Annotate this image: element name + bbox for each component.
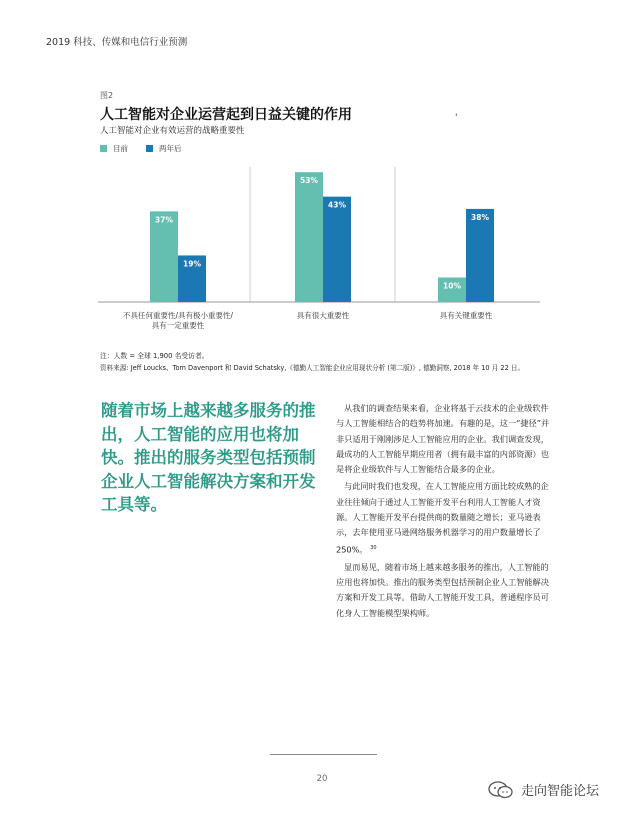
- body-paragraph-3: 显而易见，随着市场上越来越多服务的推出，人工智能的应用也将加快。推出的服务类型包括预制企业人工智能解决方案和开发工具等。借助人工智能开发工具，普通程序员可化身人工智能模型架构师。: [336, 561, 549, 618]
- watermark: [487, 780, 599, 799]
- figure-label: 图2: [100, 91, 114, 100]
- legend-swatch-current: [100, 145, 107, 152]
- header-title: 2019 科技、传媒和电信行业预测: [46, 37, 188, 48]
- legend-item-current: [100, 143, 128, 154]
- legend-swatch-two-years: [146, 145, 153, 152]
- body-paragraph-1: 从我们的调查结果来看，企业将基于云技术的企业级软件与人工智能相结合的趋势将加速。有趣的是，这一“捷径”并非只适用于刚刚涉足人工智能应用的企业。我们调查发现，最成功的人工智能早期应用者（拥有最丰富的内部资源）也是将企业级软件与人工智能结合最多的企业。: [336, 403, 550, 475]
- bar-value-label: 37%: [155, 215, 173, 225]
- footer-divider: [270, 754, 377, 755]
- body-paragraph-2: [336, 479, 556, 557]
- bar-chart: [90, 155, 550, 340]
- body-text: [336, 401, 556, 623]
- figure-title: 人工智能对企业运营起到日益关键的作用: [100, 107, 352, 123]
- bar-current-1: [295, 172, 323, 302]
- watermark-text: 走向智能论坛: [521, 784, 600, 799]
- chart-legend: [100, 143, 182, 154]
- bar-two-years-2: [466, 209, 494, 302]
- category-label: 具有一定重要性: [151, 321, 205, 330]
- page-number: 20: [316, 774, 328, 784]
- chart-note: 注：人数 = 全球 1,900 名受访者。: [100, 352, 209, 360]
- pull-quote: 随着市场上越来越多服务的推出，人工智能的应用也将加快。推出的服务类型包括预制企业人工智能解决方案和开发工具等。: [101, 401, 316, 514]
- category-label: 具有很大重要性: [296, 311, 350, 320]
- category-label: 具有关键重要性: [439, 311, 493, 320]
- chart-source: 资料来源: Jeff Loucks、Tom Davenport 和 David Schatsky,《德勤人工智能企业应用现状分析 (第二版)》, 德勤洞察, 2018 年 10 月 22 日。: [100, 364, 525, 372]
- bar-value-label: 10%: [443, 281, 461, 291]
- bar-value-label: 38%: [471, 212, 489, 222]
- stray-mark: ': [455, 113, 458, 123]
- footnote-ref: 30: [370, 544, 377, 551]
- figure-subtitle: 人工智能对企业有效运营的战略重要性: [100, 126, 245, 136]
- bar-value-label: 43%: [328, 200, 346, 210]
- bar-current-0: [150, 211, 178, 302]
- bar-value-label: 19%: [183, 259, 201, 269]
- wechat-icon: [487, 781, 515, 799]
- legend-label-two-years: 两年后: [159, 144, 182, 153]
- legend-item-two-years: [146, 143, 182, 154]
- category-label: 不具任何重要性/具有极小重要性/: [122, 311, 234, 320]
- bar-value-label: 53%: [300, 176, 318, 186]
- bar-two-years-1: [323, 197, 351, 302]
- body-paragraph-2-text: 与此同时我们也发现，在人工智能应用方面比较成熟的企业往往倾向于通过人工智能开发平台利用人工智能人才资源。人工智能开发平台提供商的数量随之增长；亚马逊表示，去年使用亚马逊网络服务机器学习的用户数量增长了 250%。: [336, 481, 549, 555]
- legend-label-current: 目前: [113, 144, 128, 153]
